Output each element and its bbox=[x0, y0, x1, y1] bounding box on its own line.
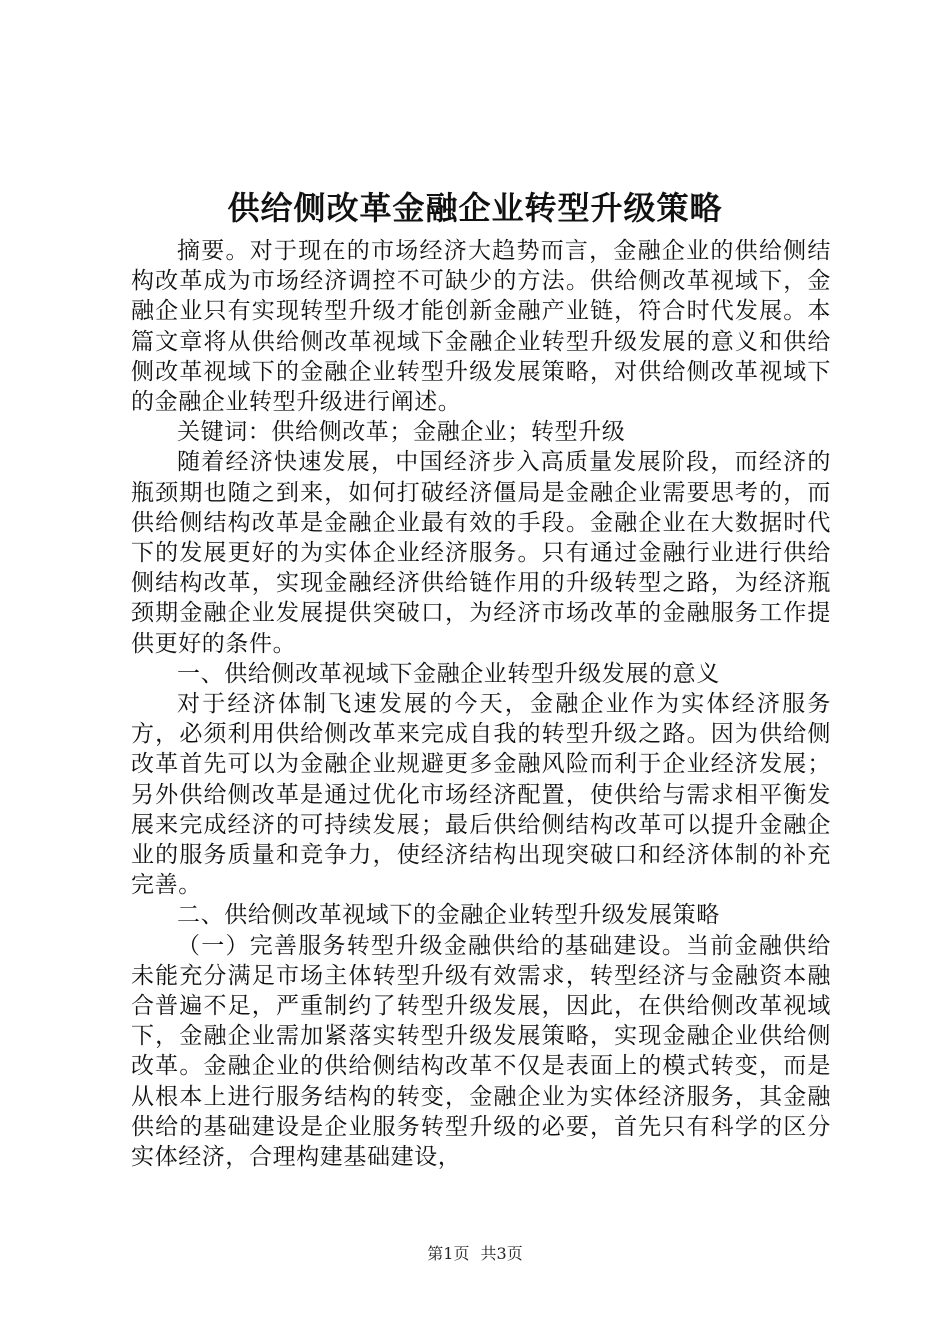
section-heading-1: 一、供给侧改革视域下金融企业转型升级发展的意义 bbox=[177, 660, 720, 687]
intro-paragraph: 随着经济快速发展，中国经济步入高质量发展阶段，而经济的瓶颈期也随之到来，如何打破经济僵局是金融企业需要思考的，而供给侧结构改革是金融企业最有效的手段。金融企业在大数据时代下的发展更好的为实体企业经济服务。只有通过金融行业进行供给侧结构改革，实现金融经济供给链作用的升级转型之路，为经济瓶颈期金融企业发展提供突破口，为经济市场改革的金融服务工作提供更好的条件。 bbox=[131, 449, 831, 657]
section-1-paragraph: 对于经济体制飞速发展的今天，金融企业作为实体经济服务方，必须利用供给侧改革来完成自我的转型升级之路。因为供给侧改革首先可以为金融企业规避更多金融风险而利于企业经济发展；另外供给侧改革是通过优化市场经济配置，使供给与需求相平衡发展来完成经济的可持续发展；最后供给侧结构改革可以提升金融企业的服务质量和竞争力，使经济结构出现突破口和经济体制的补充完善。 bbox=[131, 691, 831, 899]
page-total: 共3页 bbox=[480, 1244, 523, 1263]
document-body bbox=[131, 236, 831, 1172]
section-heading-2: 二、供给侧改革视域下的金融企业转型升级发展策略 bbox=[177, 902, 720, 929]
document-title: 供给侧改革金融企业转型升级策略 bbox=[227, 189, 723, 227]
page-number: 第1页 bbox=[427, 1244, 470, 1263]
section-2-paragraph: （一）完善服务转型升级金融供给的基础建设。当前金融供给未能充分满足市场主体转型升级有效需求，转型经济与金融资本融合普遍不足，严重制约了转型升级发展，因此，在供给侧改革视域下，金融企业需加紧落实转型升级发展策略，实现金融企业供给侧改革。金融企业的供给侧结构改革不仅是表面上的模式转变，而是从根本上进行服务结构的转变，金融企业为实体经济服务，其金融供给的基础建设是企业服务转型升级的必要，首先只有科学的区分实体经济，合理构建基础建设， bbox=[131, 932, 831, 1171]
keywords-paragraph: 关键词：供给侧改革；金融企业；转型升级 bbox=[177, 419, 626, 446]
abstract-paragraph: 摘要。对于现在的市场经济大趋势而言，金融企业的供给侧结构改革成为市场经济调控不可缺少的方法。供给侧改革视域下，金融企业只有实现转型升级才能创新金融产业链，符合时代发展。本篇文章将从供给侧改革视域下金融企业转型升级发展的意义和供给侧改革视域下的金融企业转型升级发展策略，对供给侧改革视域下的金融企业转型升级进行阐述。 bbox=[131, 238, 831, 416]
page-footer bbox=[0, 1244, 950, 1264]
